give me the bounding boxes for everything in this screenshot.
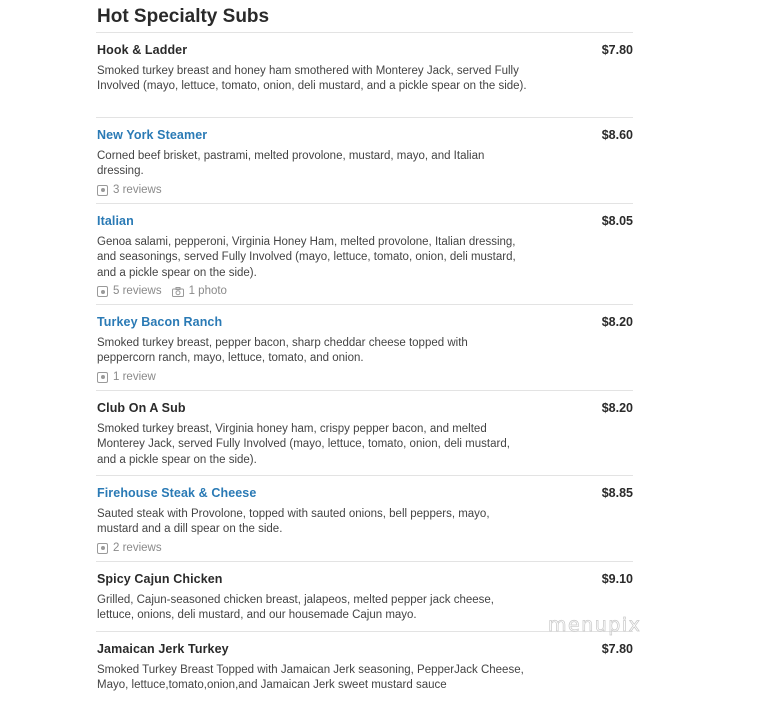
section-title: Hot Specialty Subs xyxy=(97,6,270,27)
menu-item-meta xyxy=(97,284,633,299)
menu-item xyxy=(96,304,633,390)
menupix-watermark: menupix xyxy=(548,614,642,636)
menu-item xyxy=(96,475,633,561)
menu-item-description: Corned beef brisket, pastrami, melted provolone, mustard, mayo, and Italian dressing. xyxy=(97,150,485,178)
menu-item-meta xyxy=(97,183,633,198)
reviews-link[interactable] xyxy=(97,370,156,385)
menu-item xyxy=(96,203,633,304)
reviews-count: 3 reviews xyxy=(113,183,162,196)
reviews-link[interactable] xyxy=(97,183,162,198)
menu-item xyxy=(96,390,633,475)
menu-item-meta xyxy=(97,541,633,556)
review-icon xyxy=(97,543,108,554)
camera-icon xyxy=(172,287,184,297)
menu-item-description: Sauted steak with Provolone, topped with sauted onions, bell peppers, mayo, mustard and a dill spear on the side. xyxy=(97,508,490,536)
reviews-count: 1 review xyxy=(113,370,156,383)
menu-item-price: $8.20 xyxy=(601,315,633,329)
menu-item-price: $8.05 xyxy=(601,214,633,228)
menu-item-meta xyxy=(97,370,633,385)
menu-item-name-link[interactable]: Turkey Bacon Ranch xyxy=(97,315,223,329)
review-icon xyxy=(97,185,108,196)
menu-item-price: $8.60 xyxy=(601,128,633,142)
reviews-count: 2 reviews xyxy=(113,541,162,554)
menu-item xyxy=(96,117,633,203)
review-icon xyxy=(97,286,108,297)
menu-item-price: $9.10 xyxy=(601,572,633,586)
review-icon xyxy=(97,372,108,383)
menu-item-description: Smoked turkey breast and honey ham smothered with Monterey Jack, served Fully Involved (mayo, lettuce, tomato, onion, deli mustard, and a pickle spear on the side). xyxy=(97,65,527,93)
reviews-count: 5 reviews xyxy=(113,285,162,298)
menu-item-description: Smoked turkey breast, pepper bacon, sharp cheddar cheese topped with peppercorn ranch, mayo, lettuce, tomato, and onion. xyxy=(97,337,468,365)
menu-item-name: Club On A Sub xyxy=(97,401,186,415)
reviews-link[interactable] xyxy=(97,284,162,299)
menu-item-description: Genoa salami, pepperoni, Virginia Honey Ham, melted provolone, Italian dressing, and seasonings, served Fully Involved (mayo, lettuce, tomato, onion, deli mustard, and a pickle spear on the side). xyxy=(97,236,516,279)
reviews-link[interactable] xyxy=(97,541,162,556)
menu-item-name-link[interactable]: New York Steamer xyxy=(97,128,208,142)
photos-link[interactable] xyxy=(172,284,227,299)
menu-item-description: Smoked turkey breast, Virginia honey ham, crispy pepper bacon, and melted Monterey Jack, served Fully Involved (mayo, lettuce, tomato, onion, deli mustard, and a pickle spear on the side). xyxy=(97,423,510,466)
menu-item xyxy=(96,631,633,701)
menu-item xyxy=(96,32,633,117)
menu-item-price: $7.80 xyxy=(601,43,633,57)
menu-item-price: $8.20 xyxy=(601,401,633,415)
menu-list xyxy=(96,32,633,701)
menu-item-name: Spicy Cajun Chicken xyxy=(97,572,223,586)
photos-count: 1 photo xyxy=(188,285,227,298)
menu-item-price: $7.80 xyxy=(601,642,633,656)
menu-item-price: $8.85 xyxy=(601,486,633,500)
menu-item-description: Smoked Turkey Breast Topped with Jamaican Jerk seasoning, PepperJack Cheese, Mayo, lettuce,tomato,onion,and Jamaican Jerk sweet mustard sauce xyxy=(97,664,524,692)
menu-item-name-link[interactable]: Firehouse Steak & Cheese xyxy=(97,486,257,500)
menu-item-name: Hook & Ladder xyxy=(97,43,188,57)
menu-item-description: Grilled, Cajun-seasoned chicken breast, jalapeos, melted pepper jack cheese, lettuce, onions, deli mustard, and our housemade Cajun mayo. xyxy=(97,594,494,622)
menu-item-name-link[interactable]: Italian xyxy=(97,214,134,228)
menu-item-name: Jamaican Jerk Turkey xyxy=(97,642,229,656)
